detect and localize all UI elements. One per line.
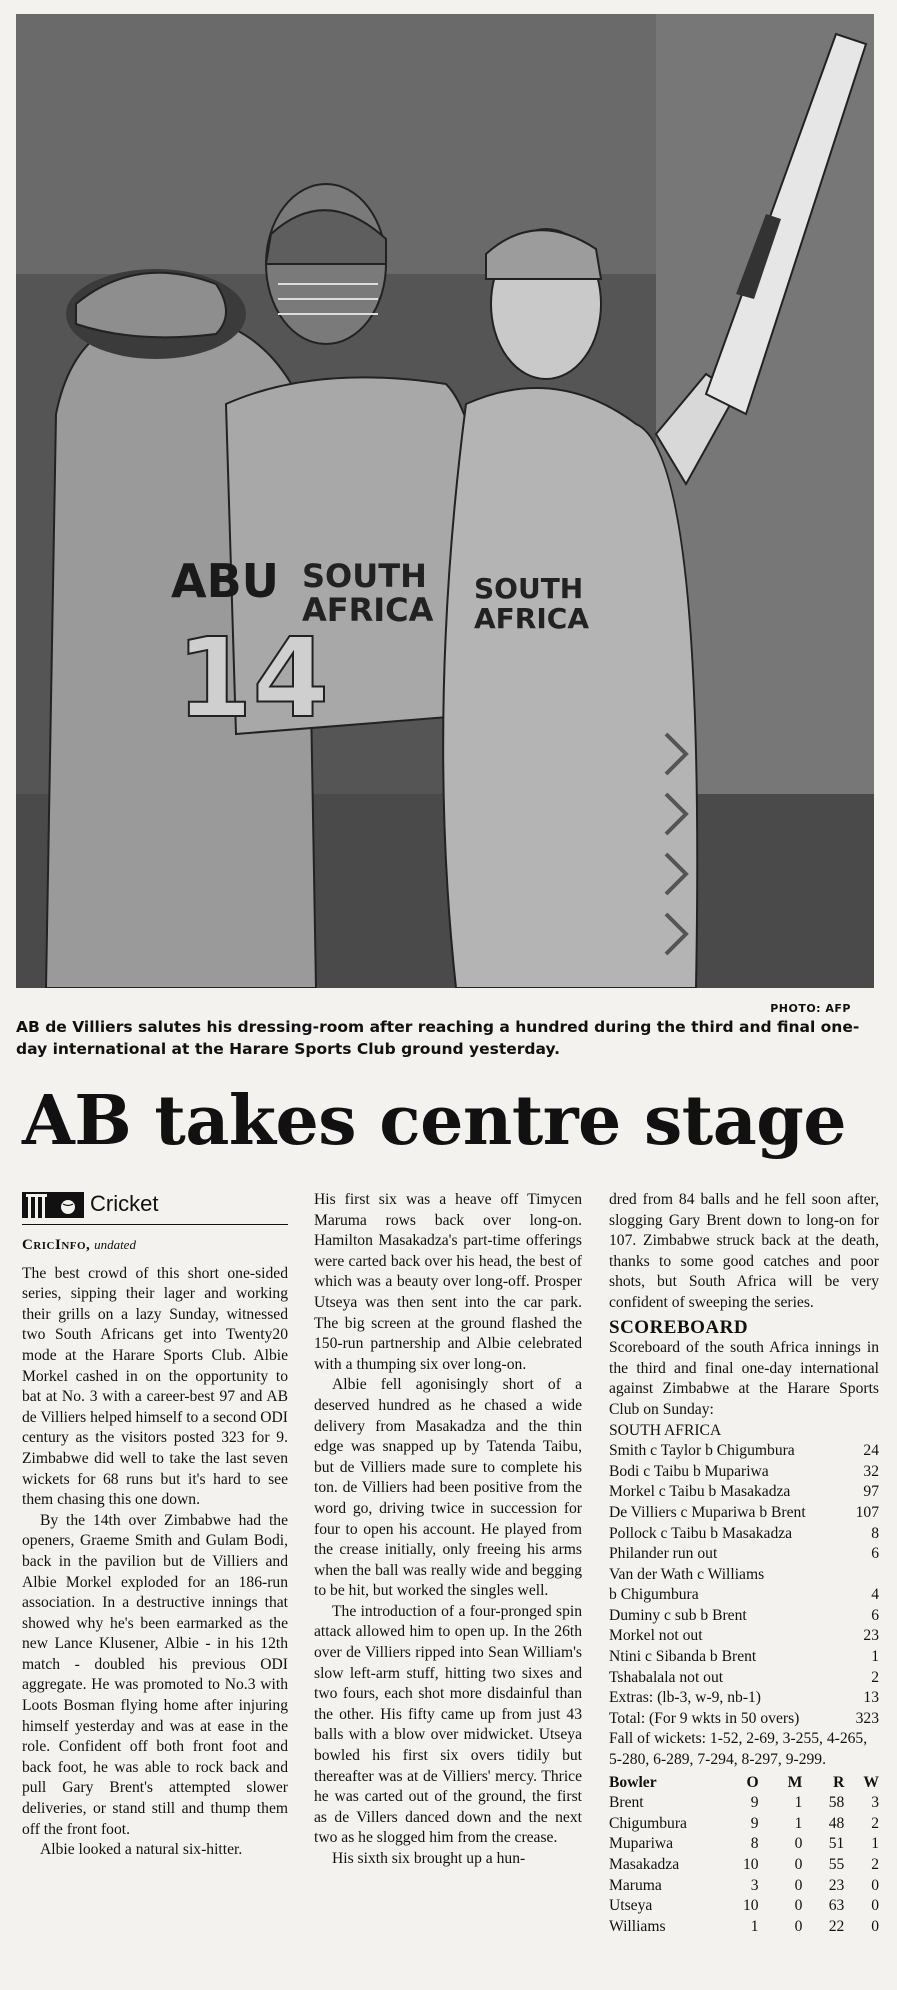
news-photo: [16, 14, 874, 988]
batting-row: Bodi c Taibu b Mupariwa 32: [609, 1462, 879, 1480]
scoreboard-intro: Scoreboard of the south Africa innings in the third and final one-day international against Zimbabwe at the Harare Sports Club on Sunday:: [609, 1339, 879, 1418]
article-column-1: [22, 1190, 288, 1861]
article-column-3: [609, 1190, 879, 1937]
jersey-text-left: ABU: [171, 554, 280, 608]
bowling-header-row: Bowler O M R W: [609, 1773, 879, 1791]
bowling-row: Utseya 10 0 63 0: [609, 1897, 879, 1915]
article-paragraph: Albie fell agonisingly short of a deserved hundred as he chased a wide delivery from Masakadza and the thin edge was snapped up by Tatenda Taibu, but de Villiers made sure to complete his ton. de Villiers had been positive from the word go, driving twice in succession for four to open his account. He played from the crease initially, only freeing his arms when the ball was really wide and begging to be hit, but worked the singles well.: [314, 1376, 582, 1600]
article-paragraph: His first six was a heave off Timycen Maruma rows back over long-on. Hamilton Masakadza's part-time offerings were carted back over his head, the best of which was a beauty over long-off. Prosper Utseya was then sent into the car park. The big screen at the ground flashed the 150-run partnership and Albie celebrated with a thumping six over long-on.: [314, 1191, 582, 1373]
section-rule: [22, 1224, 288, 1225]
article-paragraph: By the 14th over Zimbabwe had the openers, Graeme Smith and Gulam Bodi, back in the pavilion but de Villiers and Albie Morkel exploded for an 186-run association. In a destructive innings that showed why he's been earmarked as the new Lance Klusener, Albie - in his 12th match - doubled his previous ODI aggregate. He was promoted to No.3 with Loots Bosman flying home after injuring himself yesterday and was at ease in the role. Confident off both front foot and back foot, he was able to rock back and pull Gary Brent's attempted slower deliveries, or stand still and thump them off the front foot.: [22, 1511, 288, 1838]
batting-row: Duminy c sub b Brent 6: [609, 1606, 879, 1624]
batting-row: Morkel c Taibu b Masakadza 97: [609, 1483, 879, 1501]
jersey-number: 14: [176, 614, 330, 742]
section-label: Cricket: [90, 1190, 159, 1216]
bowling-row: Chigumbura 9 1 48 2: [609, 1814, 879, 1832]
bowling-row: Brent 9 1 58 3: [609, 1794, 879, 1812]
extras-row: Extras: (lb-3, w-9, nb-1) 13: [609, 1689, 879, 1707]
bowling-row: Masakadza 10 0 55 2: [609, 1856, 879, 1873]
byline: [22, 1235, 288, 1256]
section-header: [22, 1190, 288, 1218]
jersey-text-center: SOUTH AFRICA: [302, 557, 434, 629]
batting-row: Morkel not out 23: [609, 1627, 879, 1645]
bowling-row: Mupariwa 8 0 51 1: [609, 1835, 879, 1853]
total-row: Total: (For 9 wkts in 50 overs) 323: [609, 1709, 879, 1727]
article-paragraph: His sixth six brought up a hun-: [332, 1850, 526, 1867]
article-column-2: [314, 1190, 582, 1870]
byline-source: CricInfo,: [22, 1237, 91, 1253]
photo-illustration: [16, 14, 874, 988]
scoreboard-team: SOUTH AFRICA: [609, 1421, 722, 1439]
bowling-card: [609, 1773, 879, 1938]
photo-credit: PHOTO: AFP: [770, 1002, 851, 1015]
article-paragraph: dred from 84 balls and he fell soon after, slogging Gary Brent down to long-on for 107. Zimbabwe struck back at the death, thanks to some good catches and poor shots, but South Africa will be very confident of sweeping the series.: [609, 1191, 879, 1311]
article-paragraph: The best crowd of this short one-sided series, sipping their lager and working their grills on a lazy Sunday, witnessed two South Africans get into Twenty20 mode at the Harare Sports Club. Albie Morkel cashed in on the opportunity to bat at No. 3 with a career-best 97 and AB de Villiers helped himself to a second ODI century as the visitors posted 323 for 9. Zimbabwe did well to take the last seven wickets for 68 runs but it's hard to see them chasing this one down.: [22, 1264, 288, 1509]
batting-row: Philander run out 6: [609, 1545, 879, 1563]
cricket-icon: [22, 1190, 84, 1218]
byline-date: undated: [94, 1237, 136, 1252]
headline: AB takes centre stage: [22, 1081, 847, 1161]
batting-row: De Villiers c Mupariwa b Brent 107: [609, 1503, 879, 1521]
fall-of-wickets: Fall of wickets: 1-52, 2-69, 3-255, 4-265, 5-280, 6-289, 7-294, 8-297, 9-299.: [609, 1730, 868, 1769]
article-paragraph: The introduction of a four-pronged spin attack allowed him to open up. In the 26th over de Villiers ripped into Sean William's slow left-arm stuff, hitting two sixes and two fours, each shot more disdainful than the other. His fifty came up from just 43 balls with a blow over midwicket. Utseya bowled his first six overs tidily but thereafter was at de Villiers' mercy. Thrice he was carted out of the ground, the first as de Villers danced down and the next two as he slogged him from the crease.: [314, 1602, 582, 1847]
jersey-text-right: SOUTH AFRICA: [474, 572, 589, 635]
batting-row: Van der Wath c Williams: [609, 1565, 765, 1583]
batting-row: b Chigumbura 4: [609, 1586, 879, 1604]
batting-row: Pollock c Taibu b Masakadza 8: [609, 1524, 879, 1542]
batting-row: Tshabalala not out 2: [609, 1668, 879, 1686]
bowling-row: Williams 1 0 22 0: [609, 1917, 879, 1935]
batting-row: Ntini c Sibanda b Brent 1: [609, 1648, 879, 1666]
photo-caption: AB de Villiers salutes his dressing-room after reaching a hundred during the third and final one-day international at the Harare Sports Club ground yesterday.: [16, 1018, 860, 1058]
article-paragraph: Albie looked a natural six-hitter.: [40, 1841, 243, 1859]
scoreboard-heading: SCOREBOARD: [609, 1316, 749, 1338]
batting-row: Smith c Taylor b Chigumbura 24: [609, 1442, 879, 1460]
batting-card: [609, 1441, 879, 1729]
bowling-row: Maruma 3 0 23 0: [609, 1876, 879, 1894]
